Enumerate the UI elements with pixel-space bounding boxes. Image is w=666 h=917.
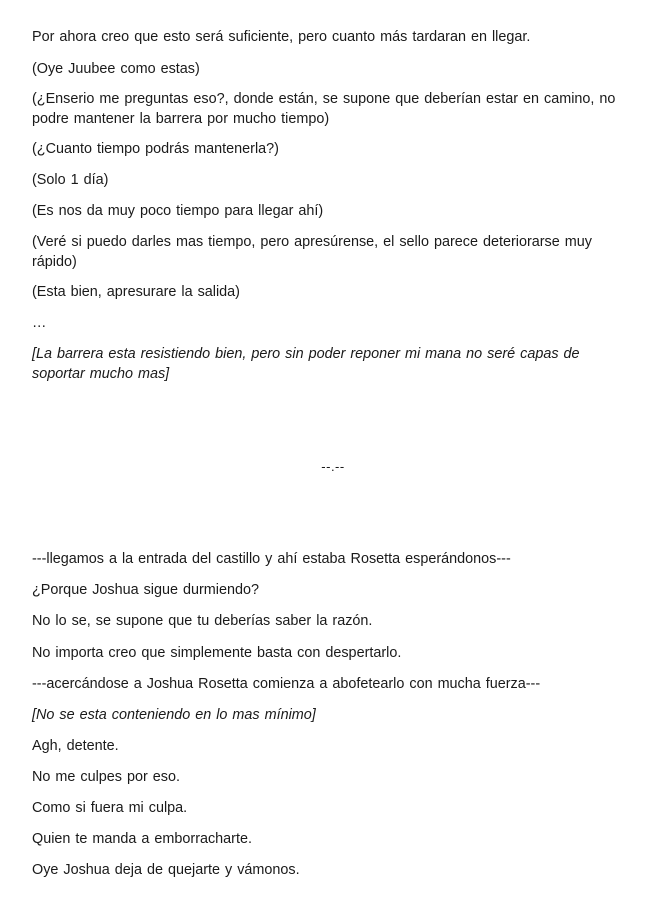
paragraph: Oye Joshua deja de quejarte y vámonos. [32,862,300,878]
paragraph: Quien te manda a emborracharte. [32,831,252,847]
italic-thought-paragraph: [La barrera esta resistiendo bien, pero sin poder reponer mi mana no seré capas de soportar mucho mas] [32,346,580,382]
paragraph: No lo se, se supone que tu deberías saber la razón. [32,613,373,629]
italic-thought-paragraph: [No se esta conteniendo en lo mas mínimo] [32,707,316,723]
narration-paragraph: ---llegamos a la entrada del castillo y ahí estaba Rosetta esperándonos--- [32,551,511,567]
paragraph: (¿Cuanto tiempo podrás mantenerla?) [32,141,279,157]
paragraph: (Solo 1 día) [32,172,109,188]
paragraph: Por ahora creo que esto será suficiente, pero cuanto más tardaran en llegar. [32,29,531,45]
paragraph: No me culpes por eso. [32,769,180,785]
paragraph: (Veré si puedo darles mas tiempo, pero apresúrense, el sello parece deteriorarse muy rápido) [32,234,592,270]
section-separator: --.-- [321,459,345,474]
paragraph: ¿Porque Joshua sigue durmiendo? [32,582,259,598]
paragraph: Agh, detente. [32,738,119,754]
ellipsis-paragraph: … [32,315,47,331]
paragraph: (Es nos da muy poco tiempo para llegar ahí) [32,203,324,219]
narration-paragraph: ---acercándose a Joshua Rosetta comienza a abofetearlo con mucha fuerza--- [32,676,541,692]
paragraph: (Esta bien, apresurare la salida) [32,284,240,300]
paragraph: No importa creo que simplemente basta con despertarlo. [32,645,402,661]
paragraph: Como si fuera mi culpa. [32,800,188,816]
paragraph: (¿Enserio me preguntas eso?, donde están, se supone que deberían estar en camino, no podre mantener la barrera por mucho tiempo) [32,91,616,127]
paragraph: (Oye Juubee como estas) [32,61,200,77]
